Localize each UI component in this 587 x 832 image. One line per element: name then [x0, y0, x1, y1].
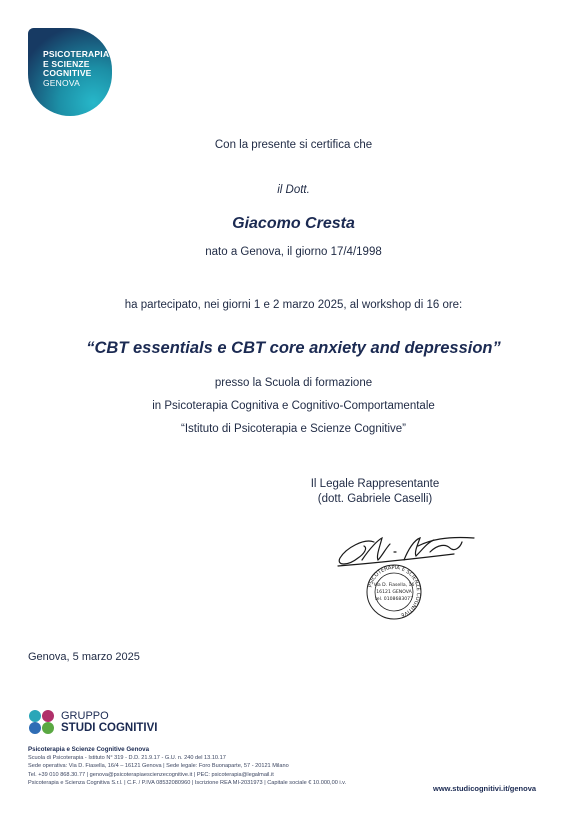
footer-line-1: Psicoterapia e Scienze Cognitive Genova	[28, 746, 150, 753]
handwritten-signature	[338, 537, 474, 566]
school-line-1: presso la Scuola di formazione	[214, 377, 373, 389]
group-line-1: GRUPPO	[61, 710, 109, 722]
logo-line-4: GENOVA	[43, 77, 80, 88]
stamp-line-3: tel. 0108683077	[374, 597, 414, 602]
recipient-name: Giacomo Cresta	[232, 215, 355, 232]
group-line-2: STUDI COGNITIVI	[61, 722, 158, 734]
group-logo-dots	[28, 709, 58, 735]
certificate-intro: Con la presente si certifica che	[214, 139, 373, 151]
group-dot-teal	[29, 710, 41, 722]
certificate-title: il Dott.	[277, 184, 310, 196]
footer-info	[28, 746, 448, 787]
footer-line-3: Sede operativa: Via D. Fiasella, 16/4 – 16121 Genova | Sede legale: Foro Buonaparte, 57 - 20121 Milano	[28, 763, 289, 770]
school-line-3: “Istituto di Psicoterapia e Scienze Cognitive”	[181, 423, 406, 435]
group-dot-magenta	[42, 710, 54, 722]
group-name	[61, 710, 157, 734]
institute-logo-text	[43, 50, 109, 88]
website-link[interactable]: www.studicognitivi.it/genova	[433, 784, 537, 793]
logo-line-3: COGNITIVE	[43, 68, 92, 78]
school-line-2: in Psicoterapia Cognitiva e Cognitivo-Comportamentale	[152, 400, 435, 412]
footer-line-2: Scuola di Psicoterapia - Istituto N° 319 - D.D. 21.9.17 - G.U. n. 240 del 13.10.17	[28, 755, 226, 762]
official-stamp	[367, 565, 421, 619]
footer-line-4: Tel. +39 010 868.30.77 | genova@psicoterapiaescienzecognitive.it | PEC: psicoterapia@legalmail.it	[28, 771, 274, 778]
course-title: “CBT essentials e CBT core anxiety and depression”	[86, 339, 501, 357]
signatory-role: Il Legale Rappresentante	[310, 478, 440, 490]
footer-line-5: Psicoterapia e Scienza Cognitiva S.r.l. | C.F. / P.IVA 08532080960 | Iscrizione REA MI-2031973 | Capitale sociale € 10.000,00 i.v.	[28, 779, 347, 786]
logo-line-2: E SCIENZE	[43, 58, 90, 69]
issue-date: Genova, 5 marzo 2025	[28, 651, 140, 663]
signatory-name: (dott. Gabriele Caselli)	[317, 493, 433, 505]
stamp-line-1: Via D. Fiasella, 16	[373, 583, 415, 588]
signature-and-stamp	[334, 530, 484, 622]
logo-line-1: PSICOTERAPIA	[43, 49, 110, 59]
group-dot-green	[42, 722, 54, 734]
group-dot-blue	[29, 722, 41, 734]
stamp-line-2: 16121 GENOVA	[376, 590, 412, 595]
recipient-birth: nato a Genova, il giorno 17/4/1998	[205, 246, 382, 258]
stamp-ring-text: PSICOTERAPIA E SCIENZE COGNITIVE	[367, 564, 422, 618]
participation-text: ha partecipato, nei giorni 1 e 2 marzo 2025, al workshop di 16 ore:	[124, 299, 463, 311]
